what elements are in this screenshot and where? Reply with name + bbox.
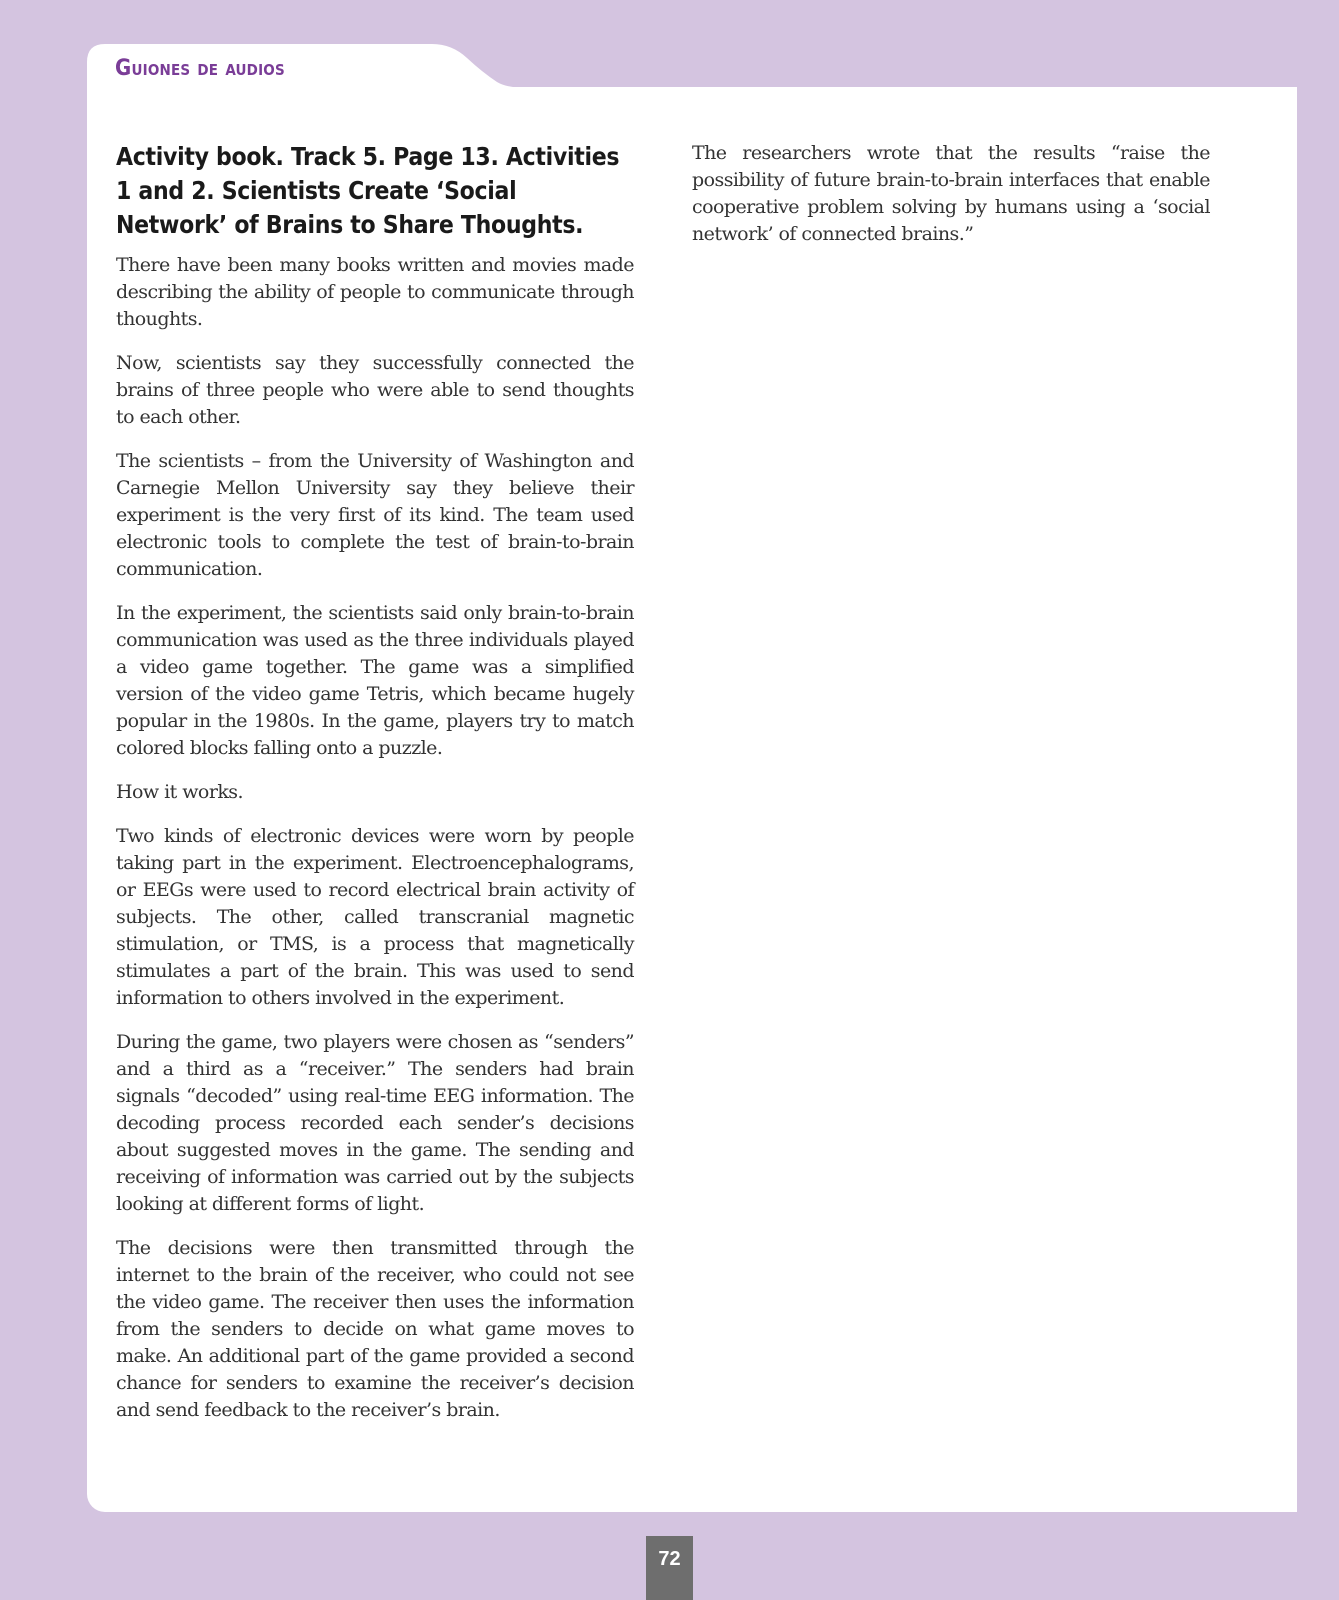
paragraph: The scientists – from the University of Washington and Carnegie Mellon University say they believe their experiment is the very first of its kind. The team used electronic tools to complete the test of brain-to-brain communication. <box>116 450 634 580</box>
section-header: Guiones de audios <box>115 56 285 81</box>
paragraph: Two kinds of electronic devices were worn by people taking part in the experiment. Electroencephalograms, or EEGs were used to record electrical brain activity of subjects. The other, called transcranial magnetic stimulation, or TMS, is a process that magnetically stimulates a part of the brain. This was used to send information to others involved in the experiment. <box>116 825 634 1009</box>
paragraph: During the game, two players were chosen as “senders” and a third as a “receiver.” The senders had brain signals “decoded” using real-time EEG information. The decoding process recorded each sender’s decisions about suggested moves in the game. The sending and receiving of information was carried out by the subjects looking at different forms of light. <box>116 1031 634 1215</box>
paragraph: The researchers wrote that the results “raise the possibility of future brain-to-brain interfaces that enable cooperative problem solving by humans using a ‘social network’ of connected brains.” <box>692 142 1210 245</box>
page-number-box <box>646 1536 693 1600</box>
paragraph: The decisions were then transmitted through the internet to the brain of the receiver, who could not see the video game. The receiver then uses the information from the senders to decide on what game moves to make. An additional part of the game provided a second chance for senders to examine the receiver’s decision and send feedback to the receiver’s brain. <box>116 1237 634 1421</box>
right-column <box>692 140 1210 265</box>
left-column <box>116 140 634 1441</box>
paragraph: Now, scientists say they successfully connected the brains of three people who were able to send thoughts to each other. <box>116 352 634 428</box>
page-number: 72 <box>658 1548 681 1570</box>
paragraph: How it works. <box>116 781 244 803</box>
paragraph: There have been many books written and movies made describing the ability of people to communicate through thoughts. <box>116 254 634 330</box>
article-title: Activity book. Track 5. Page 13. Activities 1 and 2. Scientists Create ‘Social Network’ of Brains to Share Thoughts. <box>116 142 620 239</box>
paragraph: In the experiment, the scientists said only brain-to-brain communication was used as the three individuals played a video game together. The game was a simplified version of the video game Tetris, which became hugely popular in the 1980s. In the game, players try to match colored blocks falling onto a puzzle. <box>116 602 634 759</box>
